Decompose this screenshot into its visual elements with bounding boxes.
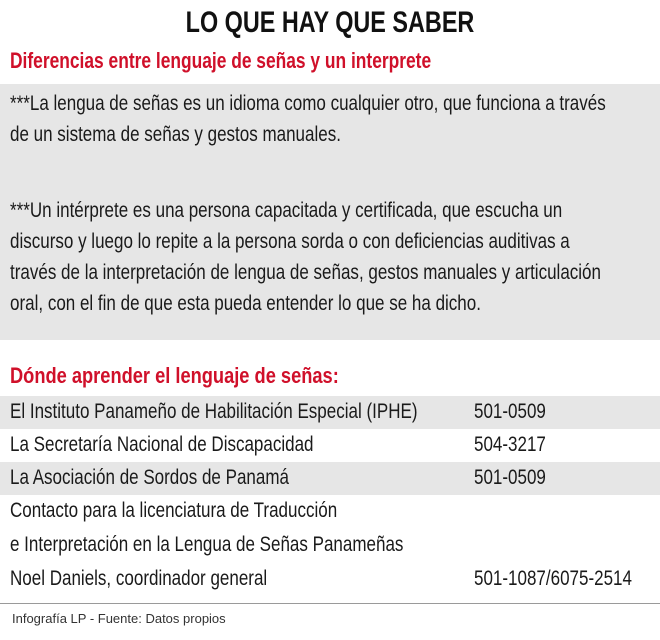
institution-phone: 504-3217	[474, 433, 546, 456]
learn-row-asociacion	[0, 462, 660, 495]
contact-line: Noel Daniels, coordinador general	[10, 567, 268, 590]
paragraph-line: oral, con el fin de que esta pueda entender lo que se ha dicho.	[10, 292, 481, 315]
definition-interpreter	[10, 195, 601, 319]
learn-row-senadis	[0, 429, 660, 462]
paragraph-line: discurso y luego lo repite a la persona sorda o con deficiencias auditivas a	[10, 230, 570, 253]
institution-name: La Asociación de Sordos de Panamá	[10, 466, 289, 489]
paragraph-line: de un sistema de señas y gestos manuales.	[10, 123, 341, 146]
paragraph-line: ***Un intérprete es una persona capacitada y certificada, que escucha un	[10, 199, 563, 222]
institution-phone: 501-0509	[474, 400, 546, 423]
definition-sign-language	[10, 88, 606, 150]
page-title: LO QUE HAY QUE SABER	[185, 6, 475, 39]
institution-name: La Secretaría Nacional de Discapacidad	[10, 433, 314, 456]
institution-name: El Instituto Panameño de Habilitación Especial (IPHE)	[10, 400, 418, 423]
learn-row-contact	[0, 497, 660, 600]
contact-line: Contacto para la licenciatura de Traducción	[10, 499, 338, 522]
footer-divider	[0, 603, 660, 604]
institution-phone: 501-0509	[474, 466, 546, 489]
source-credit: Infografía LP - Fuente: Datos propios	[12, 611, 226, 626]
paragraph-line: ***La lengua de señas es un idioma como cualquier otro, que funciona a través	[10, 92, 606, 115]
contact-line: e Interpretación en la Lengua de Señas Panameñas	[10, 533, 404, 556]
paragraph-line: través de la interpretación de lengua de señas, gestos manuales y articulación	[10, 261, 601, 284]
learn-row-iphe	[0, 396, 660, 429]
page-subtitle: Diferencias entre lenguaje de señas y un interprete	[10, 48, 432, 73]
learn-section-title: Dónde aprender el lenguaje de señas:	[10, 363, 339, 388]
contact-phone: 501-1087/6075-2514	[474, 567, 632, 590]
